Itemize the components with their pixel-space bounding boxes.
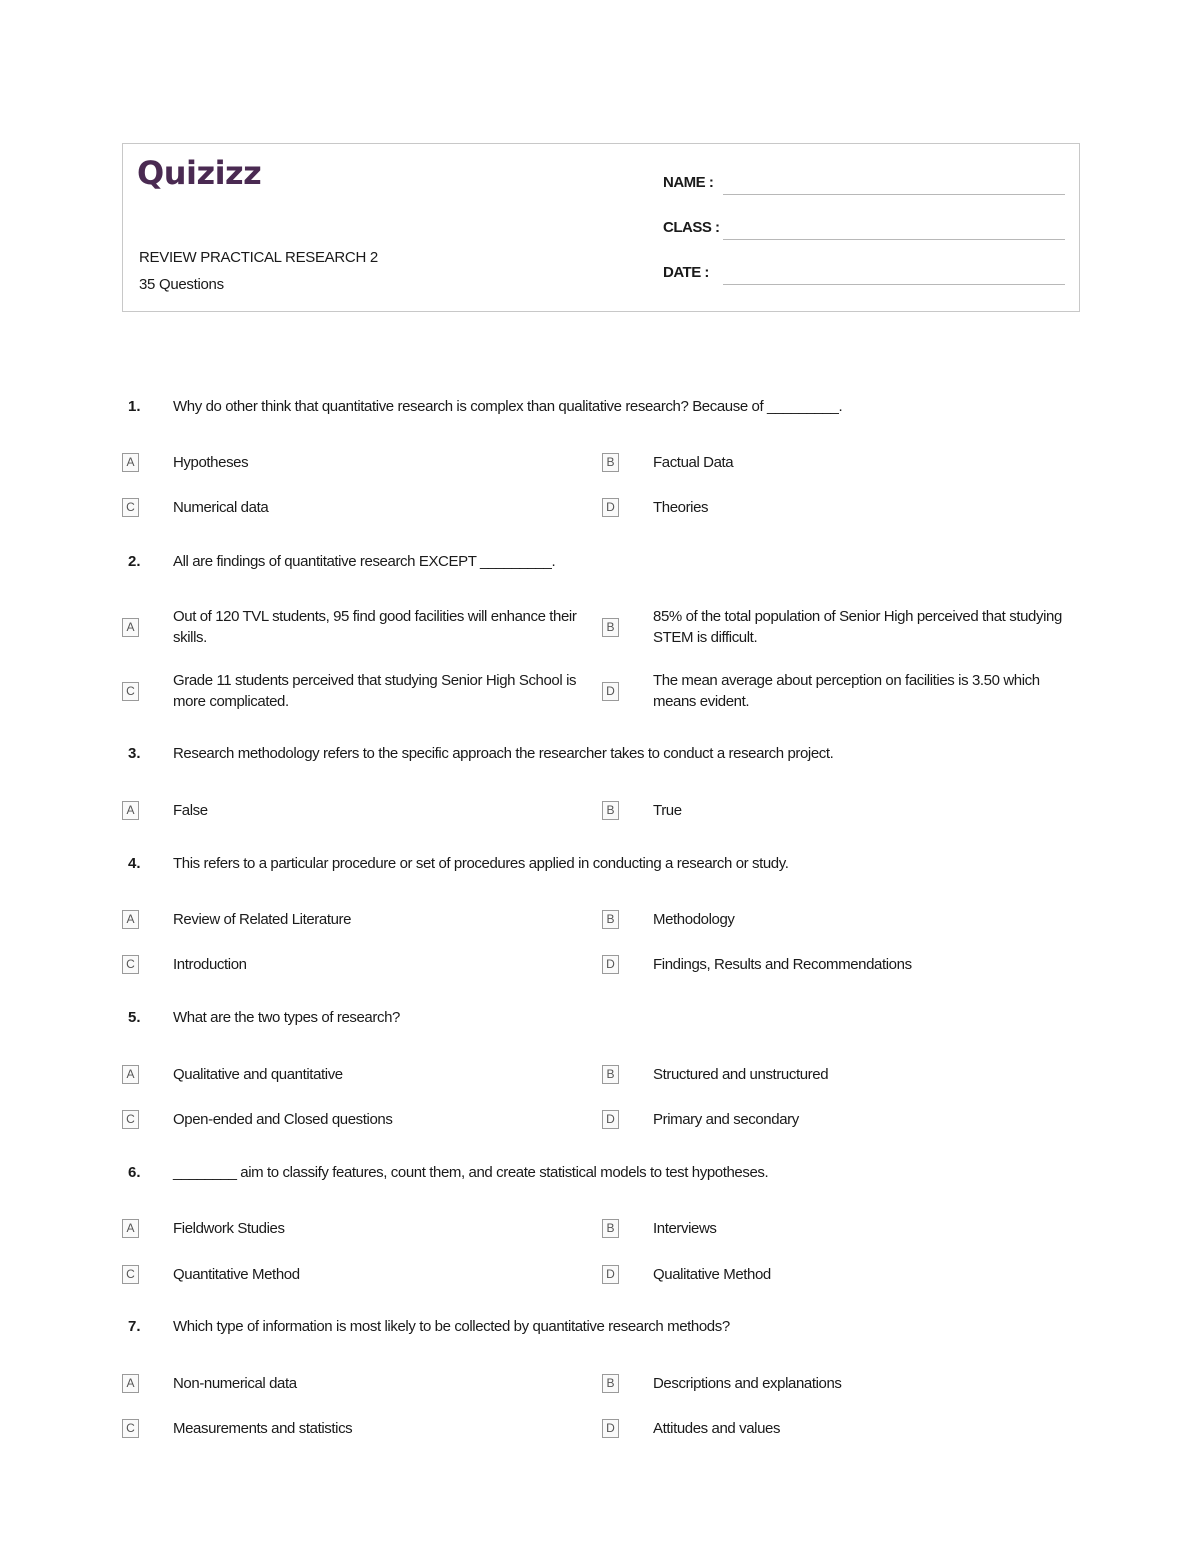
option-badge[interactable]: D xyxy=(602,1265,619,1284)
option-badge[interactable]: A xyxy=(122,910,139,929)
question-count: 35 Questions xyxy=(139,276,224,293)
option-text: Hypotheses xyxy=(173,454,249,471)
option-text: Open-ended and Closed questions xyxy=(173,1111,393,1128)
option-badge[interactable]: B xyxy=(602,910,619,929)
class-field[interactable] xyxy=(663,217,1065,241)
quiz-title: REVIEW PRACTICAL RESEARCH 2 xyxy=(139,249,378,266)
option-badge[interactable]: A xyxy=(122,1374,139,1393)
option-text: Out of 120 TVL students, 95 find good facilities will enhance their skills. xyxy=(173,608,577,646)
option-badge[interactable]: D xyxy=(602,955,619,974)
question-text: ________ aim to classify features, count them, and create statistical models to test hypotheses. xyxy=(173,1164,769,1181)
question-number: 2. xyxy=(128,553,141,570)
option-text: Quantitative Method xyxy=(173,1266,300,1283)
option-text: Structured and unstructured xyxy=(653,1066,829,1083)
option-badge[interactable]: D xyxy=(602,498,619,517)
class-label: CLASS : xyxy=(663,219,720,236)
option-badge[interactable]: B xyxy=(602,453,619,472)
question-number: 3. xyxy=(128,745,141,762)
question-text: This refers to a particular procedure or set of procedures applied in conducting a research or study. xyxy=(173,855,789,872)
option-badge[interactable]: D xyxy=(602,682,619,701)
option-text: Primary and secondary xyxy=(653,1111,799,1128)
option-badge[interactable]: A xyxy=(122,618,139,637)
name-line[interactable] xyxy=(723,194,1065,195)
option-badge[interactable]: C xyxy=(122,1265,139,1284)
option-badge[interactable]: A xyxy=(122,801,139,820)
question-number: 6. xyxy=(128,1164,141,1181)
option-badge[interactable]: D xyxy=(602,1110,619,1129)
question-number: 5. xyxy=(128,1009,141,1026)
option-text: The mean average about perception on facilities is 3.50 which means evident. xyxy=(653,672,1040,710)
option-text: 85% of the total population of Senior High perceived that studying STEM is difficult. xyxy=(653,608,1062,646)
option-badge[interactable]: C xyxy=(122,1419,139,1438)
option-text: Non-numerical data xyxy=(173,1375,297,1392)
option-text: Introduction xyxy=(173,956,247,973)
option-badge[interactable]: B xyxy=(602,1065,619,1084)
option-badge[interactable]: D xyxy=(602,1419,619,1438)
option-text: False xyxy=(173,802,208,819)
option-badge[interactable]: C xyxy=(122,1110,139,1129)
option-text: Attitudes and values xyxy=(653,1420,781,1437)
option-badge[interactable]: C xyxy=(122,498,139,517)
question-text: What are the two types of research? xyxy=(173,1009,400,1026)
question-text: All are findings of quantitative research EXCEPT _________. xyxy=(173,553,556,570)
option-badge[interactable]: C xyxy=(122,955,139,974)
date-field[interactable] xyxy=(663,262,1065,286)
option-text: Qualitative Method xyxy=(653,1266,771,1283)
option-text: Factual Data xyxy=(653,454,734,471)
quizizz-logo: Quizizz xyxy=(137,154,262,192)
worksheet-header xyxy=(122,143,1080,312)
class-line[interactable] xyxy=(723,239,1065,240)
option-badge[interactable]: A xyxy=(122,1065,139,1084)
option-text: Measurements and statistics xyxy=(173,1420,353,1437)
question-number: 7. xyxy=(128,1318,141,1335)
option-text: Interviews xyxy=(653,1220,717,1237)
option-text: Qualitative and quantitative xyxy=(173,1066,343,1083)
option-badge[interactable]: C xyxy=(122,682,139,701)
option-badge[interactable]: B xyxy=(602,801,619,820)
option-text: Findings, Results and Recommendations xyxy=(653,956,912,973)
question-text: Research methodology refers to the specific approach the researcher takes to conduct a research project. xyxy=(173,745,834,762)
question-text: Which type of information is most likely to be collected by quantitative research methods? xyxy=(173,1318,730,1335)
option-text: Review of Related Literature xyxy=(173,911,352,928)
option-badge[interactable]: B xyxy=(602,1219,619,1238)
option-text: Descriptions and explanations xyxy=(653,1375,842,1392)
question-number: 1. xyxy=(128,398,141,415)
date-label: DATE : xyxy=(663,264,709,281)
option-badge[interactable]: A xyxy=(122,1219,139,1238)
option-badge[interactable]: B xyxy=(602,1374,619,1393)
option-text: Methodology xyxy=(653,911,735,928)
option-text: True xyxy=(653,802,682,819)
option-text: Numerical data xyxy=(173,499,269,516)
question-text: Why do other think that quantitative research is complex than qualitative research? Because of _________. xyxy=(173,398,843,415)
question-number: 4. xyxy=(128,855,141,872)
option-badge[interactable]: B xyxy=(602,618,619,637)
name-label: NAME : xyxy=(663,174,714,191)
name-field[interactable] xyxy=(663,172,1065,196)
date-line[interactable] xyxy=(723,284,1065,285)
option-text: Grade 11 students perceived that studying Senior High School is more complicated. xyxy=(173,672,577,710)
option-badge[interactable]: A xyxy=(122,453,139,472)
option-text: Fieldwork Studies xyxy=(173,1220,285,1237)
option-text: Theories xyxy=(653,499,709,516)
